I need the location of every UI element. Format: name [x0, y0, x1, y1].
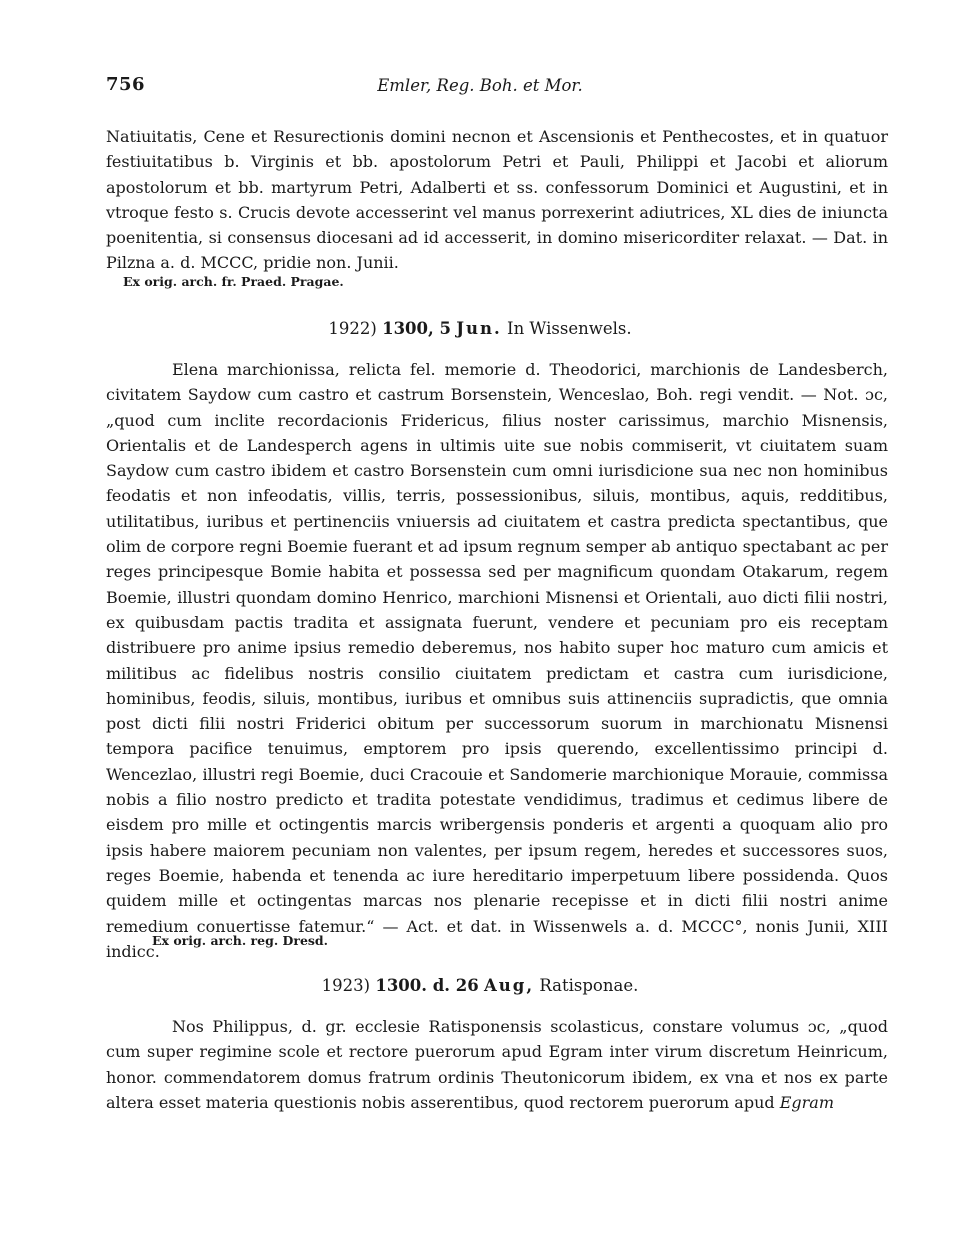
entry-place: In Wissenwels.: [507, 319, 632, 338]
entry-1923-body: Nos Philippus, d. gr. ecclesie Ratisponensis scolasticus, constare volumus ɔc, „quod cum super regimine scole et rectore puerorum apud Egram inter virum discretum Heinricum, honor. commendatorem domus fratrum ordinis Theutonicorum ibidem, ex vna et nos ex parte altera esset materia questionis nobis asserentibus, quod rectorem puerorum apud: [106, 1017, 888, 1112]
entry-1922-body: Elena marchionissa, relicta fel. memorie d. Theodorici, marchionis de Landesberch, civitatem Saydow cum castro et castrum Borsenstein, Wenceslao, Boh. regi vendit. — Not. ɔc, „quod cum inclite recordacionis Fridericus, filius noster carissimus, marchio Misnensis, Orientalis et de Landesperch agens in ultimis uite sue nobis commiserit, vt ciuitatem suam Saydow cum castro ibidem et castro Borsenstein cum omni iurisdicione sua nec non hominibus feodatis et non infeodatis, villis, terris, possessionibus, siluis, montibus, aquis, redditibus, utilitatibus, iuribus et pertinenciis vniuersis ad ciuitatem et castra predicta spectantibus, que olim de corpore regni Boemie fuerant et ad ipsum regnum semper ab antiquo spectabant ac per reges principesque Bomie habita et possessa sed per magnificum quondam Otakarum, regem Boemie, illustri quondam domino Henrico, marchioni Misnensi et Orientali, auo dicti filii nostri, ex quibusdam pactis tradita et assignata fuerunt, vendere et pecuniam pro eis receptam distribuere pro anime ipsius remedio deberemus, nos habito super hoc maturo cum amicis et militibus ac fidelibus nostris consilio ciuitatem predictam et castra cum iurisdicione, hominibus, feodis, siluis, montibus, iuribus et omnibus suis attinenciis supradictis, que omnia post dicti filii nostri Friderici obitum per successorum suorum in marchionatu Misnensi tempora pacifice tenuimus, emptorem pro ipsis querendo, excellentissimo principi d. Wencezlao, illustri regi Boemie, duci Cracouie et Sandomerie marchionique Morauie, commissa nobis a filio nostro predicto et tradita potestate vendidimus, tradimus et cedimus libere de eisdem pro mille et octingentis marcis wribergensis ponderis et argenti a quoquam alio pro ipsis habere maiorem pecuniam non valentes, per ipsum regem, heredes et successores suos, reges Boemie, habenda et tenenda ac iure hereditario imperpetuum libere possidenda. Quos quidem mille et octingentas marcas nos plenarie recepisse et in dicti filii nostri anime remedium conuertisse fatemur.“ — Act. et dat. in Wissenwels a. d. MCCC°, nonis Junii, XIII indicc.: [106, 360, 888, 961]
entry-month: Aug,: [484, 976, 535, 995]
entry-month: Jun.: [456, 319, 502, 338]
entry-1921-source: Ex orig. arch. fr. Praed. Pragae.: [123, 274, 344, 289]
entry-1922-source: Ex orig. arch. reg. Dresd.: [152, 933, 329, 948]
entry-1922-text: [106, 357, 888, 964]
running-title: Emler, Reg. Boh. et Mor.: [377, 76, 583, 95]
entry-number: 1923): [321, 976, 371, 995]
entry-1923-text: [106, 1014, 888, 1115]
entry-1921-continuation: Natiuitatis, Cene et Resurectionis domini necnon et Ascensionis et Penthecostes, et in quatuor festiuitatibus b. Virginis et bb. apostolorum Petri et Pauli, Philippi et Jacobi et aliorum apostolorum et bb. martyrum Petri, Adalberti et ss. confessorum Dominici et Augustini, et in vtroque festo s. Crucis devote accesserint vel manus porrexerint adiutrices, XL dies de iniuncta poenitentia, si consensus diocesani ad id accesserit, in domino misericorditer relaxat. — Dat. in Pilzna a. d. MCCC, pridie non. Junii.: [106, 127, 888, 273]
entry-1923-italic-word: Egram: [779, 1092, 834, 1112]
entry-place: Ratisponae.: [539, 976, 639, 995]
entry-date: 1300, 5: [382, 319, 451, 338]
running-head: [0, 74, 960, 102]
entry-date: 1300. d. 26: [375, 976, 479, 995]
entry-number: 1922): [328, 319, 377, 338]
entry-1923-heading: [0, 976, 960, 995]
page-number: 756: [106, 74, 146, 95]
entry-1922-heading: [0, 319, 960, 338]
